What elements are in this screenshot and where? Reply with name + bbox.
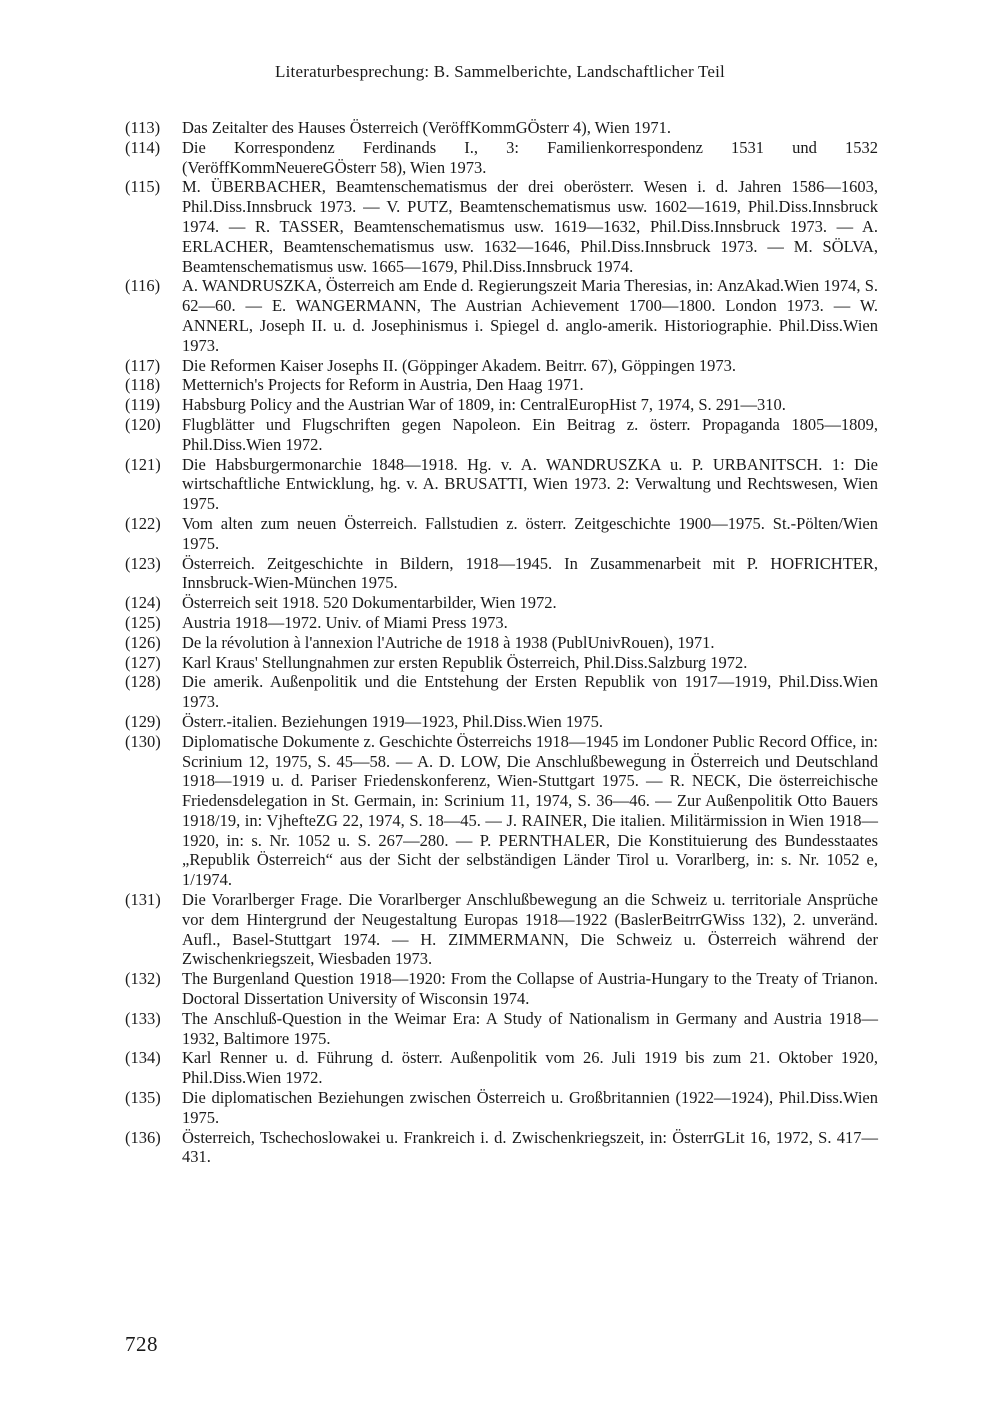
reference-number: (122) (125, 513, 161, 533)
reference-text: A. WANDRUSZKA, Österreich am Ende d. Regierungszeit Maria Theresias, in: AnzAkad.Wien 1974, S. 62—60. — E. WANGERMANN, The Austrian Achievement 1700—1800. London 1973. — W. ANNERL, Joseph II. u. d. Josephinismus i. Spiegel d. anglo-amerik. Historiographie. Phil.Diss.Wien 1973. (182, 276, 878, 355)
reference-number: (135) (125, 1088, 161, 1108)
reference-list (125, 118, 878, 1167)
reference-item (125, 276, 878, 355)
reference-text: M. ÜBERBACHER, Beamtenschematismus der drei oberösterr. Wesen i. d. Jahren 1586—1603, Phil.Diss.Innsbruck 1973. — V. PUTZ, Beamtenschematismus usw. 1602—1619, Phil.Diss.Innsbruck 1974. — R. TASSER, Beamtenschematismus usw. 1619—1632, Phil.Diss.Innsbruck 1973. — A. ERLACHER, Beamtenschematismus usw. 1632—1646, Phil.Diss.Innsbruck 1973. — M. SÖLVA, Beamtenschematismus usw. 1665—1679, Phil.Diss.Innsbruck 1974. (182, 177, 878, 276)
reference-text: Die amerik. Außenpolitik und die Entstehung der Ersten Republik von 1917—1919, Phil.Diss.Wien 1973. (182, 672, 878, 712)
running-header: Literaturbesprechung: B. Sammelberichte, Landschaftlicher Teil (275, 62, 725, 81)
reference-item (125, 1009, 878, 1049)
reference-item (125, 633, 878, 653)
reference-number: (129) (125, 711, 161, 731)
reference-number: (123) (125, 553, 161, 573)
reference-item (125, 455, 878, 514)
reference-text: Habsburg Policy and the Austrian War of 1809, in: CentralEuropHist 7, 1974, S. 291—310. (182, 395, 786, 415)
reference-text: Die Reformen Kaiser Josephs II. (Göppinger Akadem. Beitrr. 67), Göppingen 1973. (182, 355, 737, 375)
reference-text: Vom alten zum neuen Österreich. Fallstudien z. österr. Zeitgeschichte 1900—1975. St.-Pölten/Wien 1975. (182, 513, 878, 553)
reference-item (125, 1128, 878, 1168)
reference-number: (124) (125, 593, 161, 613)
page-number: 728 (125, 1332, 158, 1356)
reference-text: The Anschluß-Question in the Weimar Era: A Study of Nationalism in Germany and Austria 1918—1932, Baltimore 1975. (182, 1008, 878, 1048)
reference-item (125, 653, 878, 673)
reference-text: Flugblätter und Flugschriften gegen Napoleon. Ein Beitrag z. österr. Propaganda 1805—1809, Phil.Diss.Wien 1972. (182, 414, 878, 454)
reference-text: Austria 1918—1972. Univ. of Miami Press 1973. (182, 612, 508, 632)
reference-text: Die diplomatischen Beziehungen zwischen Österreich u. Großbritannien (1922—1924), Phil.Diss.Wien 1975. (182, 1088, 878, 1127)
reference-item (125, 514, 878, 554)
reference-number: (136) (125, 1127, 161, 1147)
reference-item (125, 375, 878, 395)
reference-number: (131) (125, 890, 161, 910)
reference-item (125, 890, 878, 969)
reference-text: Metternich's Projects for Reform in Austria, Den Haag 1971. (182, 375, 584, 395)
reference-text: Österr.-italien. Beziehungen 1919—1923, Phil.Diss.Wien 1975. (182, 711, 603, 731)
reference-number: (126) (125, 632, 161, 652)
reference-text: De la révolution à l'annexion l'Autriche de 1918 à 1938 (PublUnivRouen), 1971. (182, 632, 715, 652)
reference-text: Österreich, Tschechoslowakei u. Frankreich i. d. Zwischenkriegszeit, in: ÖsterrGLit 16, 1972, S. 417—431. (182, 1127, 878, 1167)
reference-number: (118) (125, 375, 161, 395)
reference-item (125, 138, 878, 178)
reference-number: (133) (125, 1008, 161, 1028)
reference-text: Das Zeitalter des Hauses Österreich (VeröffKommGÖsterr 4), Wien 1971. (182, 118, 671, 137)
reference-number: (132) (125, 969, 161, 989)
reference-item (125, 356, 878, 376)
reference-item (125, 712, 878, 732)
reference-item (125, 395, 878, 415)
reference-item (125, 415, 878, 455)
reference-number: (125) (125, 612, 161, 632)
reference-item (125, 672, 878, 712)
reference-text: The Burgenland Question 1918—1920: From the Collapse of Austria-Hungary to the Treaty of Trianon. Doctoral Dissertation University of Wisconsin 1974. (182, 969, 878, 1009)
reference-number: (127) (125, 652, 161, 672)
reference-number: (117) (125, 355, 161, 375)
reference-number: (130) (125, 731, 161, 751)
reference-text: Die Habsburgermonarchie 1848—1918. Hg. v. A. WANDRUSZKA u. P. URBANITSCH. 1: Die wirtschaftliche Entwicklung, hg. v. A. BRUSATTI, Wien 1973. 2: Verwaltung und Rechtswesen, Wien 1975. (182, 454, 878, 514)
reference-number: (115) (125, 177, 161, 197)
reference-item (125, 177, 878, 276)
reference-text: Die Korrespondenz Ferdinands I., 3: Familienkorrespondenz 1531 und 1532 (VeröffKommNeuereGÖsterr 58), Wien 1973. (182, 137, 878, 177)
reference-number: (121) (125, 454, 161, 474)
reference-text: Karl Kraus' Stellungnahmen zur ersten Republik Österreich, Phil.Diss.Salzburg 1972. (182, 652, 748, 672)
reference-item (125, 613, 878, 633)
reference-item (125, 554, 878, 594)
reference-item (125, 1048, 878, 1088)
reference-text: Karl Renner u. d. Führung d. österr. Außenpolitik vom 26. Juli 1919 bis zum 21. Oktober 1920, Phil.Diss.Wien 1972. (182, 1048, 878, 1088)
reference-text: Diplomatische Dokumente z. Geschichte Österreichs 1918—1945 im Londoner Public Record Office, in: Scrinium 12, 1975, S. 45—58. — A. D. LOW, Die Anschlußbewegung in Österreich und Deutschland 1918—1919 u. d. Pariser Friedenskonferenz, Wien-Stuttgart 1975. — R. NECK, Die österreichische Friedensdelegation in St. Germain, in: Scrinium 11, 1974, S. 36—46. — Zur Außenpolitik Otto Bauers 1918/19, in: VjhefteZG 22, 1974, S. 18—45. — J. RAINER, Die italien. Militärmission in Wien 1918—1920, in: s. Nr. 1052 u. S. 267—280. — P. PERNTHALER, Die Konstituierung des Bundesstaates „Republik Österreich“ aus der Sicht der selbständigen Länder Tirol u. Vorarlberg, in: s. Nr. 1052 e, 1/1974. (182, 731, 878, 890)
reference-text: Österreich. Zeitgeschichte in Bildern, 1918—1945. In Zusammenarbeit mit P. HOFRICHTER, Innsbruck-Wien-München 1975. (182, 553, 878, 593)
reference-item (125, 593, 878, 613)
reference-number: (120) (125, 414, 161, 434)
reference-item (125, 118, 878, 138)
reference-number: (113) (125, 118, 161, 137)
reference-text: Österreich seit 1918. 520 Dokumentarbilder, Wien 1972. (182, 593, 557, 613)
reference-item (125, 732, 878, 890)
reference-number: (116) (125, 276, 161, 296)
reference-item (125, 969, 878, 1009)
reference-number: (134) (125, 1048, 161, 1068)
reference-text: Die Vorarlberger Frage. Die Vorarlberger Anschlußbewegung an die Schweiz u. territoriale Ansprüche vor dem Hintergrund der Neugestaltung Europas 1918—1922 (BaslerBeitrrGWiss 132), 2. unveränd. Aufl., Basel-Stuttgart 1974. — H. ZIMMERMANN, Die Schweiz u. Österreich während der Zwischenkriegszeit, Wiesbaden 1973. (182, 890, 878, 969)
reference-item (125, 1088, 878, 1128)
reference-number: (119) (125, 395, 161, 415)
reference-number: (114) (125, 137, 161, 157)
reference-number: (128) (125, 672, 161, 692)
